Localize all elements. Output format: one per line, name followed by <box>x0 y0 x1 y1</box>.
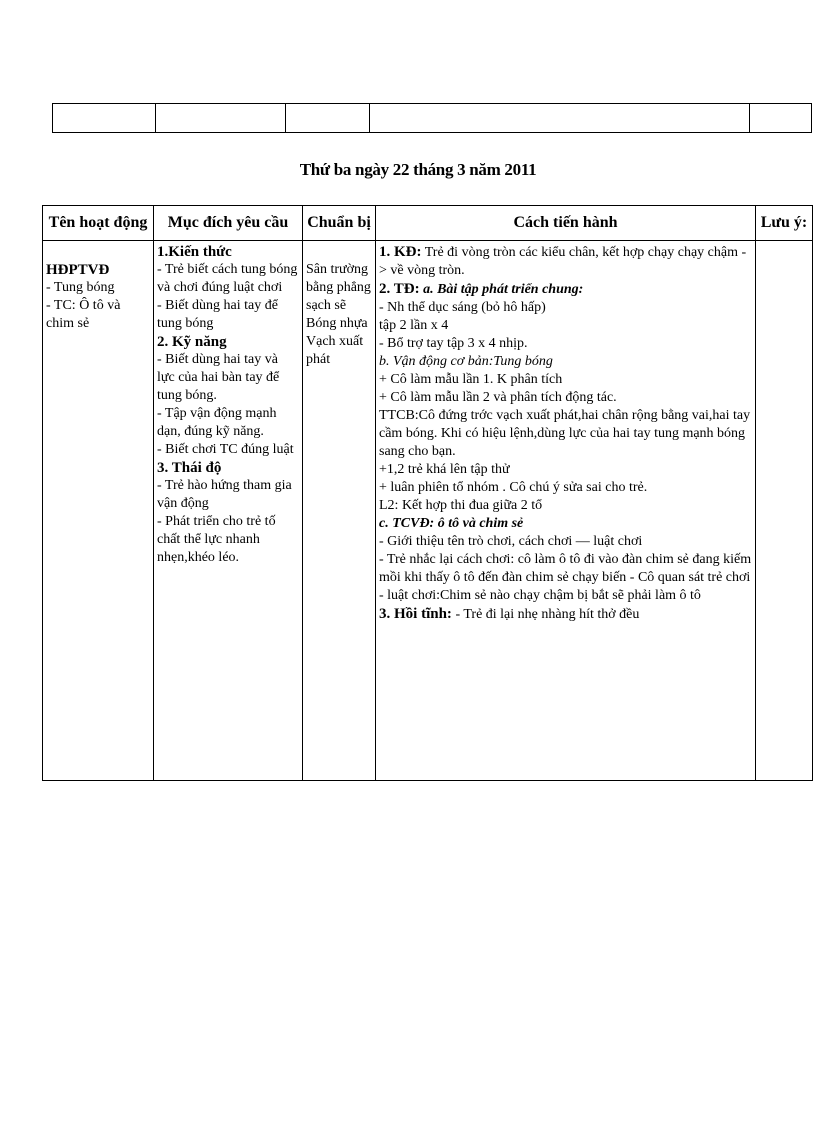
procedure-cell <box>376 241 756 781</box>
table-cell <box>156 104 286 133</box>
procedure-step: + Cô làm mẫu lần 2 và phân tích động tác. <box>379 390 617 405</box>
header-row <box>43 206 813 241</box>
header-activity: Tên hoạt động <box>43 206 154 241</box>
attitude-heading: 3. Thái độ <box>157 460 222 476</box>
cooldown-label: 3. Hồi tĩnh: <box>379 606 452 622</box>
table-row <box>53 104 812 133</box>
procedure-step: TTCB:Cô đứng trớc vạch xuất phát,hai chân rộng bằng vai,hai tay cầm bóng. Khi có hiệu lệnh,dùng lực của hai tay tung mạnh bóng sang cho bạn. <box>379 408 751 459</box>
previous-table-fragment <box>52 103 812 133</box>
header-procedure: Cách tiến hành <box>376 206 756 241</box>
activity-item: - TC: Ô tô và chim sẻ <box>46 298 121 331</box>
basic-movement-heading: b. Vận động cơ bản:Tung bóng <box>379 354 553 369</box>
procedure-step: + Cô làm mẫu lần 1. K phân tích <box>379 372 563 387</box>
table-cell <box>286 104 370 133</box>
purpose-item: - Phát triển cho trẻ tố chất thể lực nhanh nhẹn,khéo léo. <box>157 514 276 565</box>
purpose-cell <box>154 241 303 781</box>
activity-item: - Tung bóng <box>46 280 115 295</box>
cooldown-text: - Trẻ đi lại nhẹ nhàng hít thở đều <box>455 607 640 622</box>
game-heading: c. TCVĐ: ô tô và chim sẻ <box>379 516 524 531</box>
procedure-step: L2: Kết hợp thi đua giữa 2 tổ <box>379 498 543 513</box>
activity-title: HĐPTVĐ <box>46 262 110 278</box>
knowledge-heading: 1.Kiến thức <box>157 244 232 260</box>
purpose-item: - Trẻ biết cách tung bóng và chơi đúng luật chơi <box>157 262 298 295</box>
procedure-warmup <box>379 243 752 280</box>
purpose-item: - Biết chơi TC đúng luật <box>157 442 294 457</box>
preparation-item: Sân trường bằng phẳng sạch sẽ <box>306 262 371 313</box>
procedure-step: +1,2 trẻ khá lên tập thử <box>379 462 510 477</box>
table-cell <box>370 104 750 133</box>
purpose-item: - Biết dùng hai tay và lực của hai bàn tay để tung bóng. <box>157 352 280 403</box>
table-row <box>43 241 813 781</box>
procedure-step: + luân phiên tổ nhóm . Cô chú ý sửa sai cho trẻ. <box>379 480 648 495</box>
warmup-label: 1. KĐ: <box>379 244 422 260</box>
procedure-main <box>379 280 752 299</box>
procedure-step: tập 2 lần x 4 <box>379 318 449 333</box>
main-subheading: a. Bài tập phát triển chung: <box>423 282 584 297</box>
table-cell <box>750 104 812 133</box>
day-title: Thứ ba ngày 22 tháng 3 năm 2011 <box>299 160 537 179</box>
warmup-text: Trẻ đi vòng tròn các kiểu chân, kết hợp chạy chạy chậm -> về vòng tròn. <box>379 245 747 278</box>
table-cell <box>53 104 156 133</box>
preparation-cell <box>303 241 376 781</box>
main-label: 2. TĐ: <box>379 281 420 297</box>
purpose-item: - Biết dùng hai tay để tung bóng <box>157 298 278 331</box>
activity-cell <box>43 241 154 781</box>
header-purpose: Mục đích yêu cầu <box>154 206 303 241</box>
purpose-item: - Trẻ hào hứng tham gia vận động <box>157 478 292 511</box>
procedure-step: - Trẻ nhắc lại cách chơi: cô làm ô tô đi vào đàn chim sẻ đang kiếm mồi khi thấy ô tô đến đàn chim sẻ chạy biến - Cô quan sát trẻ chơi <box>379 552 752 585</box>
procedure-step: - luật chơi:Chim sẻ nào chạy chậm bị bắt sẽ phải làm ô tô <box>379 588 701 603</box>
preparation-item: Bóng nhựa <box>306 316 368 331</box>
skills-heading: 2. Kỹ năng <box>157 334 227 350</box>
procedure-step: - Giới thiệu tên trò chơi, cách chơi — luật chơi <box>379 534 643 549</box>
preparation-item: Vạch xuất phát <box>306 334 364 367</box>
procedure-cooldown <box>379 605 752 624</box>
procedure-step: - Bổ trợ tay tập 3 x 4 nhịp. <box>379 336 528 351</box>
header-preparation: Chuẩn bị <box>303 206 376 241</box>
lesson-plan-table <box>42 205 813 781</box>
procedure-step: - Nh thể dục sáng (bỏ hô hấp) <box>379 300 546 315</box>
purpose-item: - Tập vận động mạnh dạn, đúng kỹ năng. <box>157 406 277 439</box>
header-note: Lưu ý: <box>756 206 813 241</box>
note-cell <box>756 241 813 781</box>
